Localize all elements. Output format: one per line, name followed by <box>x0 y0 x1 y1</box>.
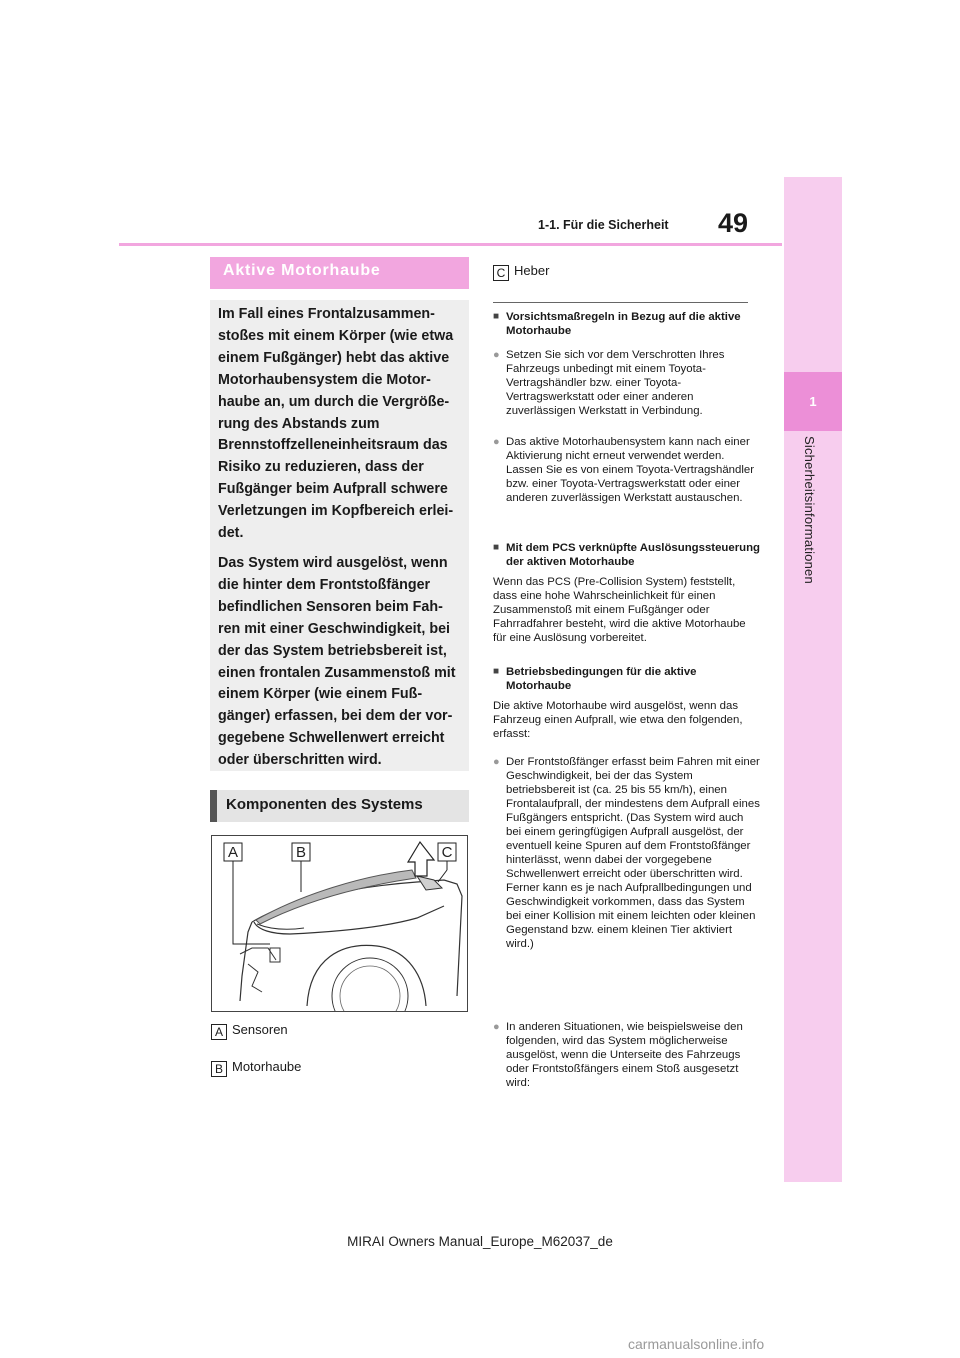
section-heading <box>210 257 469 289</box>
note-3-text: Die aktive Motorhaube wird ausgelöst, wenn das Fahrzeug einen Aufprall, wie etwa den folgenden, erfasst: <box>493 700 743 740</box>
legend-b-key: B <box>211 1061 227 1077</box>
section-title: 1-1. Für die Sicherheit <box>538 218 669 232</box>
legend-a-key: A <box>211 1024 227 1040</box>
watermark: carmanualsonline.info <box>628 1336 765 1352</box>
label-a: A <box>227 844 239 861</box>
note-1-bullet-2: ● Das aktive Motorhaubensystem kann nach einer Aktivierung nicht erneut verwendet werden. Lassen Sie es von einem Toyota-Vertragshändler bzw. einer Toyota-Vertragswerkstatt oder einer anderen zuverlässigen Werkstatt austauschen. <box>493 435 761 505</box>
legend-b-text: Motorhaube <box>232 1059 302 1074</box>
note-3-bullet-2: ● In anderen Situationen, wie beispielsweise den folgenden, wird das System möglicherweise ausgelöst, wenn die Unterseite des Fahrzeugs oder Frontstoßfängers einem Stoß ausgesetzt wird: <box>493 1020 761 1090</box>
components-figure <box>211 835 468 1012</box>
chapter-tab <box>784 177 842 1182</box>
legend-c <box>493 263 549 281</box>
label-b: B <box>295 844 307 861</box>
chapter-number: 1 <box>809 394 817 409</box>
legend-c-key: C <box>493 265 509 281</box>
footer-text: MIRAI Owners Manual_Europe_M62037_de <box>347 1234 613 1249</box>
legend-b <box>211 1059 301 1077</box>
note-2-title: ■ Mit dem PCS verknüpfte Auslösungssteuerung der aktiven Motorhaube <box>493 541 761 569</box>
label-c: C <box>441 844 453 861</box>
note-3-title: ■ Betriebsbedingungen für die aktive Motorhaube <box>493 665 761 693</box>
note-1-bullet-1: ● Setzen Sie sich vor dem Verschrotten Ihres Fahrzeugs unbedingt mit einem Toyota-Vertragshändler bzw. einer Toyota-Vertragswerkstatt oder einer anderen zuverlässigen Werkstatt in Verbindung. <box>493 348 761 418</box>
chapter-label: Sicherheitsinformationen <box>802 436 817 584</box>
note-3-bullet-1: ● Der Frontstoßfänger erfasst beim Fahren mit einer Geschwindigkeit, bei der das System betriebsbereit ist (ca. 25 bis 55 km/h), einen Frontalaufprall, der mindestens dem Aufprall eines Fußgängers entspricht. (Das System wird auch bei einem geringfügigen Aufprall ausgelöst, der eventuell keine Spuren auf dem Frontstoßfänger hinterlässt, wenn dabei der vorgegebene Schwellenwert erreicht oder überschritten wird. Ferner kann es je nach Aufprallbedingungen und Geschwindigkeit vorkommen, dass das System bei einer Kollision mit einem leichten oder kleinen Gegenstand bzw. einem kleinen Tier aktiviert wird.) <box>493 755 761 951</box>
legend-c-text: Heber <box>514 263 550 278</box>
notes-rule <box>493 302 748 303</box>
heading-bar <box>210 790 217 822</box>
header-rule <box>119 243 782 246</box>
page-number: 49 <box>718 208 749 238</box>
legend-a <box>211 1022 288 1040</box>
section-heading-text: Aktive Motorhaube <box>223 262 381 279</box>
note-2-text: Wenn das PCS (Pre-Collision System) feststellt, dass eine hohe Wahrscheinlichkeit für einen Zusammenstoß mit einem Fußgänger oder Fahrradfahrer besteht, wird die aktive Motorhaube für eine Auslösung vorbereitet. <box>493 576 746 644</box>
intro-paragraph-1: Im Fall eines Frontalzusammenstoßes mit einem Körper (wie etwa einem Fußgänger) hebt das aktive Motorhaubensystem die Motorhaube an, um durch die Vergrößerung des Abstands zum Brennstoffzelleneinheitsraum das Risiko zu reduzieren, dass der Fußgänger beim Aufprall schwere Verletzungen im Kopfbereich erleidet. <box>218 306 454 542</box>
note-1-title: ■ Vorsichtsmaßregeln in Bezug auf die aktive Motorhaube <box>493 310 761 338</box>
components-heading <box>210 790 469 822</box>
components-heading-text: Komponenten des Systems <box>226 796 423 813</box>
intro-box <box>210 300 469 771</box>
intro-paragraph-2: Das System wird ausgelöst, wenn die hinter dem Frontstoßfänger befindlichen Sensoren beim Fahren mit einer Geschwindigkeit, bei der das System betriebsbereit ist, einen frontalen Zusammenstoß mit einem Körper (wie einem Fußgänger) erfassen, bei dem der vorgegebene Schwellenwert erreicht oder überschritten wird. <box>218 554 456 769</box>
car-front-illustration <box>212 836 467 1011</box>
legend-a-text: Sensoren <box>232 1022 288 1037</box>
